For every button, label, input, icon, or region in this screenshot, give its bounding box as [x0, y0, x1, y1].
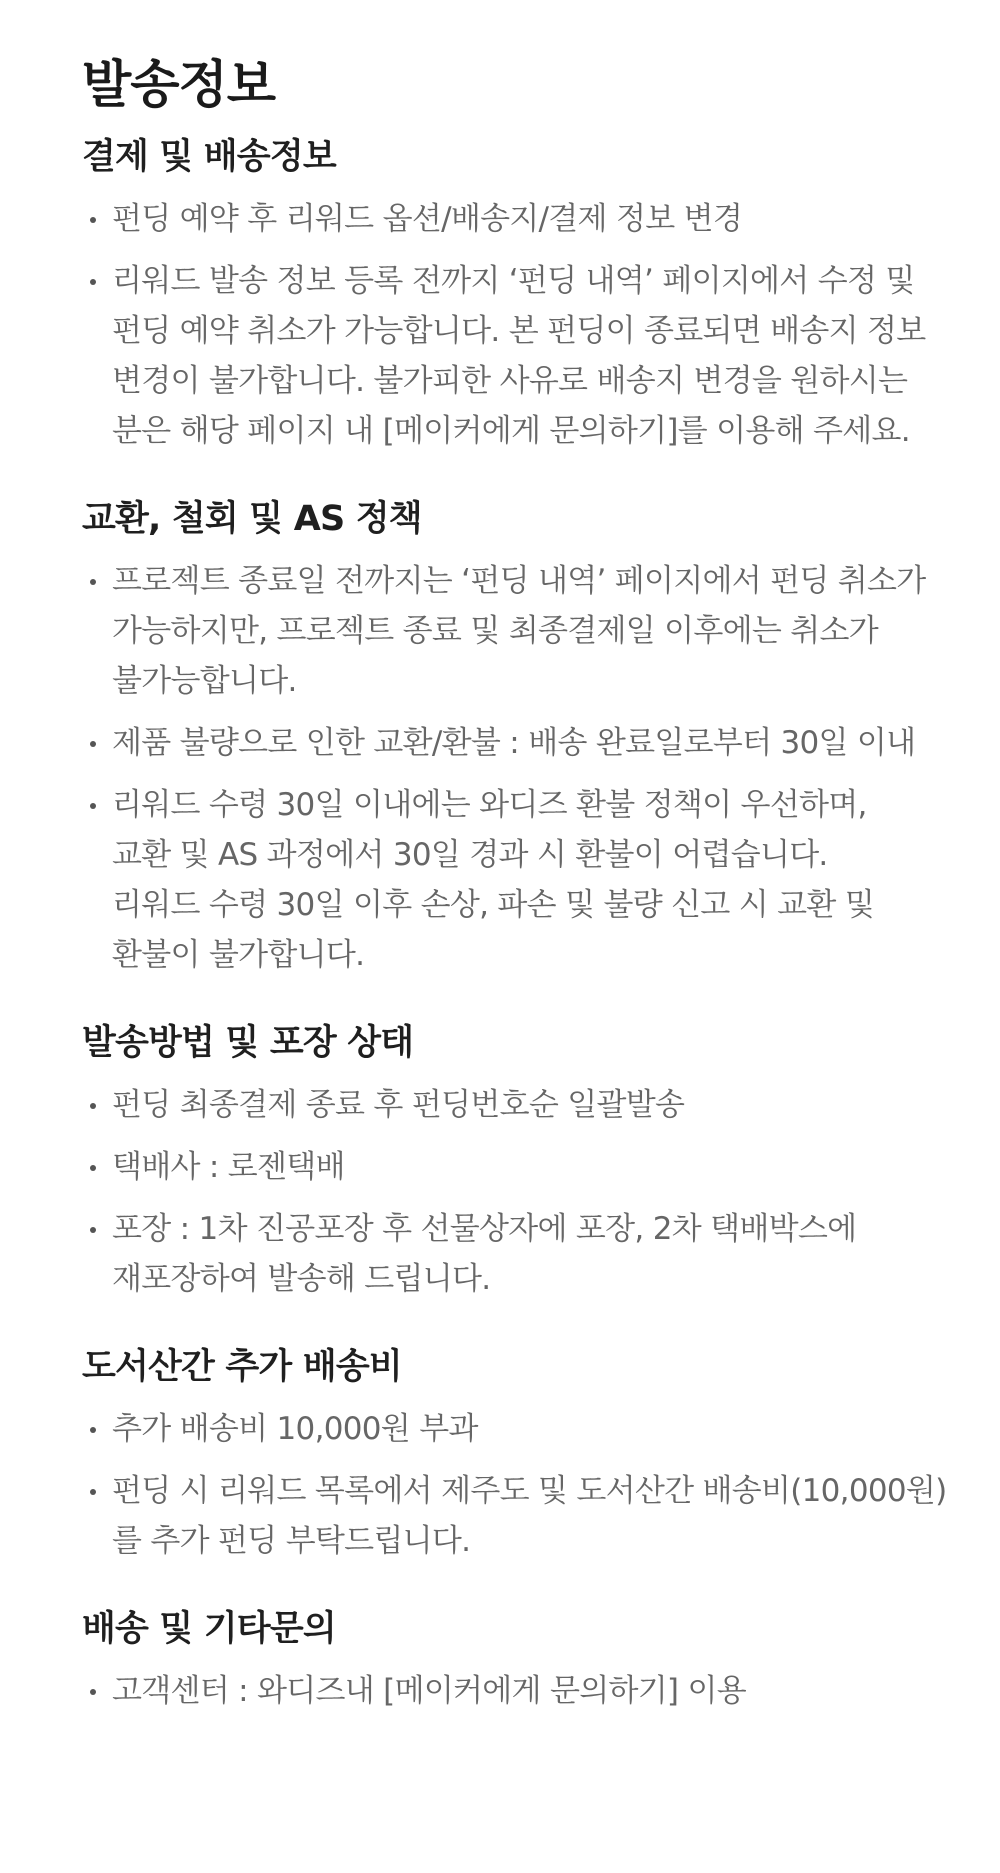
bullet-text-line: 교환 및 AS 과정에서 30일 경과 시 환불이 어렵습니다.	[112, 837, 828, 873]
section-title: 교환, 철회 및 AS 정책	[82, 499, 422, 539]
sections-container	[82, 134, 947, 1716]
bullet-dot-icon	[90, 217, 96, 223]
bullet-item	[82, 1666, 930, 1716]
section-3	[82, 1020, 930, 1304]
bullet-text-line: 리워드 수령 30일 이내에는 와디즈 환불 정책이 우선하며,	[112, 787, 867, 823]
bullet-text-line: 프로젝트 종료일 전까지는 ‘펀딩 내역’ 페이지에서 펀딩 취소가	[112, 563, 926, 599]
bullet-item	[82, 556, 930, 706]
bullet-text-line: 분은 해당 페이지 내 [메이커에게 문의하기]를 이용해 주세요.	[112, 413, 910, 449]
bullet-item	[82, 1080, 930, 1130]
bullet-text-line: 리워드 수령 30일 이후 손상, 파손 및 불량 신고 시 교환 및	[112, 887, 875, 923]
bullet-text-line: 펀딩 시 리워드 목록에서 제주도 및 도서산간 배송비(10,000원)	[112, 1473, 947, 1509]
bullet-text-line: 제품 불량으로 인한 교환/환불 : 배송 완료일로부터 30일 이내	[112, 725, 916, 761]
bullet-dot-icon	[90, 279, 96, 285]
bullet-dot-icon	[90, 1103, 96, 1109]
bullet-list	[82, 1404, 947, 1566]
bullet-item	[82, 1142, 930, 1192]
bullet-list	[82, 194, 930, 456]
bullet-text-line: 환불이 불가합니다.	[112, 937, 365, 973]
bullet-dot-icon	[90, 579, 96, 585]
bullet-dot-icon	[90, 1427, 96, 1433]
bullet-text-line: 가능하지만, 프로젝트 종료 및 최종결제일 이후에는 취소가	[112, 613, 878, 649]
bullet-item	[82, 718, 930, 768]
section-2	[82, 496, 930, 980]
bullet-item	[82, 1404, 930, 1454]
bullet-list	[82, 1666, 930, 1716]
bullet-text-line: 리워드 발송 정보 등록 전까지 ‘펀딩 내역’ 페이지에서 수정 및	[112, 263, 915, 299]
bullet-text-line: 고객센터 : 와디즈내 [메이커에게 문의하기] 이용	[112, 1673, 746, 1709]
bullet-item	[82, 1204, 930, 1304]
bullet-text-line: 펀딩 예약 후 리워드 옵션/배송지/결제 정보 변경	[112, 201, 743, 237]
section-5	[82, 1606, 930, 1716]
page-title: 발송정보	[82, 56, 276, 115]
bullet-list	[82, 556, 930, 980]
bullet-text-line: 포장 : 1차 진공포장 후 선물상자에 포장, 2차 택배박스에	[112, 1211, 857, 1247]
section-title: 발송방법 및 포장 상태	[82, 1023, 414, 1063]
bullet-item	[82, 256, 930, 456]
bullet-text-line: 불가능합니다.	[112, 663, 297, 699]
bullet-text-line: 변경이 불가합니다. 불가피한 사유로 배송지 변경을 원하시는	[112, 363, 908, 399]
bullet-dot-icon	[90, 1489, 96, 1495]
bullet-dot-icon	[90, 1165, 96, 1171]
bullet-item	[82, 194, 930, 244]
bullet-text-line: 펀딩 최종결제 종료 후 펀딩번호순 일괄발송	[112, 1087, 685, 1123]
bullet-item	[82, 1466, 947, 1566]
bullet-text-line: 재포장하여 발송해 드립니다.	[112, 1261, 491, 1297]
section-title: 결제 및 배송정보	[82, 137, 336, 177]
section-title: 도서산간 추가 배송비	[82, 1347, 402, 1387]
bullet-text-line: 를 추가 펀딩 부탁드립니다.	[112, 1523, 471, 1559]
bullet-text-line: 택배사 : 로젠택배	[112, 1149, 345, 1185]
section-1	[82, 134, 930, 456]
bullet-text-line: 추가 배송비 10,000원 부과	[112, 1411, 478, 1447]
bullet-dot-icon	[90, 1227, 96, 1233]
bullet-text-line: 펀딩 예약 취소가 가능합니다. 본 펀딩이 종료되면 배송지 정보	[112, 313, 926, 349]
bullet-item	[82, 780, 930, 980]
bullet-dot-icon	[90, 803, 96, 809]
section-4	[82, 1344, 947, 1566]
bullet-dot-icon	[90, 1689, 96, 1695]
bullet-dot-icon	[90, 741, 96, 747]
section-title: 배송 및 기타문의	[82, 1609, 336, 1649]
bullet-list	[82, 1080, 930, 1304]
